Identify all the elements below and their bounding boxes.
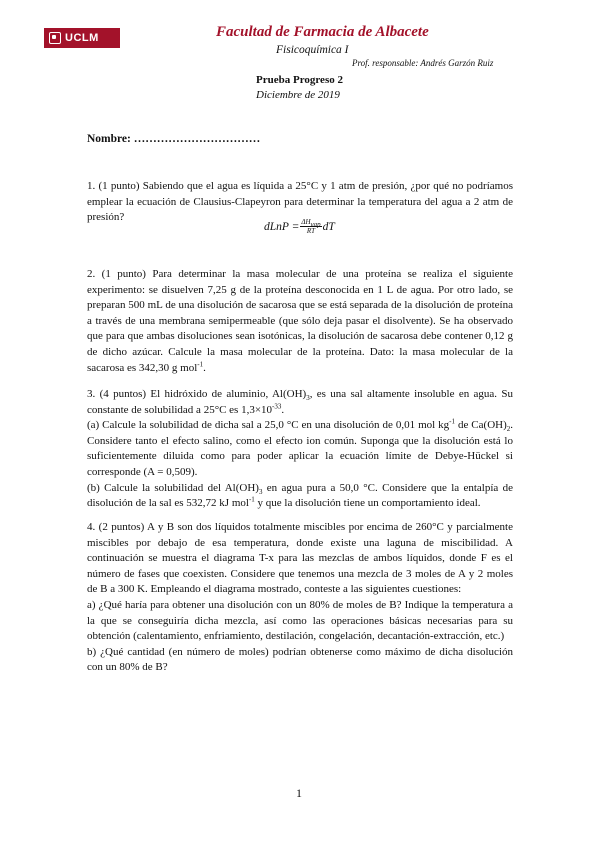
q3-b-sub: 3 <box>258 487 263 496</box>
equation-lhs: dLnP = <box>264 220 300 233</box>
equation-rhs: dT <box>322 220 335 233</box>
q3-b-3: y que la disolución tiene un comportamiento ideal. <box>254 497 481 510</box>
q3-a-1: (a) Calcule la solubilidad de dicha sal a 25,0 °C en una disolución de 0,01 mol kg <box>87 419 450 432</box>
equation-numerator <box>300 218 321 227</box>
question-3 <box>87 387 513 512</box>
question-2-body: 2. (1 punto) Para determinar la masa molecular de una proteína se realiza el siguiente experimento: se disuelven 7,25 g de la proteína desconocida en 1 L de agua. Por otro lado, se preparan 500 mL de una disolución de sacarosa que se está separada de la disolución de proteína a través de una membrana semipermeable (que sólo deja pasar el disolvente). Se ha observado que para que ambas disoluciones sean isotónicas, la disolución de sacarosa debe contener 0,12 g de dicho azúcar. Calcule la masa molecular de la proteína. Dato: la masa molecular de la sacarosa es 342,30 g mol <box>87 268 513 374</box>
uclm-logo <box>44 28 120 48</box>
name-field: Nombre: …………………………… <box>87 133 261 145</box>
q3-a-2: de Ca(OH) <box>455 419 507 432</box>
equation-fraction <box>300 218 321 235</box>
question-4 <box>87 520 513 676</box>
exam-title: Prueba Progreso 2 <box>256 74 343 86</box>
q3-intro-sup: -33 <box>272 401 282 410</box>
equation-num-sub: vap <box>310 220 321 229</box>
question-1-text: 1. (1 punto) Sabiendo que el agua es líquida a 25°C y 1 atm de presión, ¿por qué no podríamos emplear la ecuación de Clausius-Clapeyron para determinar la temperatura del agua a 2 atm de presión? <box>87 180 513 224</box>
exam-date: Diciembre de 2019 <box>256 89 340 101</box>
equation-denominator: RT <box>306 227 316 235</box>
q3-a-sub: 2 <box>506 425 511 434</box>
q3-b-1: (b) Calcule la solubilidad del Al(OH) <box>87 481 259 494</box>
question-4-part-b: b) ¿Qué cantidad (en número de moles) podrían obtenerse como máximo de dicha disolución con un 80% de B? <box>87 645 513 674</box>
q3-intro-sub: 3 <box>306 394 310 403</box>
q3-intro-c: . <box>281 403 285 416</box>
subject-name: Fisicoquímica I <box>276 44 349 56</box>
equation-num-text: ΔH <box>301 218 311 226</box>
question-2-sup: -1 <box>197 359 204 368</box>
question-3-intro <box>87 387 513 418</box>
q3-intro-b: , es una sal altamente insoluble en agua. Su constante de solubilidad a 25°C es 1,3×10 <box>87 388 514 416</box>
clausius-clapeyron-equation <box>264 218 335 235</box>
question-4-part-a: a) ¿Qué haría para obtener una disolución con un 80% de moles de B? Indique la temperatura a la que se conseguiría dicha mezcla, así como las operaciones básicas necesarias para su obtención (calentamiento, enfriamiento, destilación, congelación, decantación-extracción, etc.) <box>87 598 513 643</box>
q3-a-3: . Considere tanto el efecto salino, como el efecto ion común. Suponga que la disolución está lo suficientemente diluida como para poder aplicar la ecuación límite de Debye-Hückel si corresponde (A = 0,509). <box>87 419 513 478</box>
professor-line: Prof. responsable: Andrés Garzón Ruiz <box>352 58 494 68</box>
page-number: 1 <box>296 786 302 800</box>
question-4-intro: 4. (2 puntos) A y B son dos líquidos totalmente miscibles por encima de 260°C y parcialmente miscibles por debajo de esa temperatura, donde existe una laguna de miscibilidad. A continuación se muestra el diagrama T-x para las mezclas de ambos líquidos, donde F es el número de fases que coexisten. Considere que tenemos una mezcla de 3 moles de A y 2 moles de B a 300 K. Empleando el diagrama mostrado, conteste a las siguientes cuestiones: <box>87 521 513 596</box>
q3-intro-a: 3. (4 puntos) El hidróxido de aluminio, Al(OH) <box>87 388 307 400</box>
question-3-part-a <box>87 418 513 480</box>
faculty-title: Facultad de Farmacia de Albacete <box>216 24 429 40</box>
q3-b-sup: -1 <box>248 495 255 504</box>
question-2-text <box>87 267 513 376</box>
university-seal-icon <box>49 32 61 44</box>
question-2-end: . <box>203 361 206 374</box>
q3-b-2: en agua pura a 50,0 °C. Considere que la entalpía de disolución de la sal es 532,72 kJ mol <box>87 481 514 510</box>
question-3-part-b <box>87 481 513 512</box>
q3-a-sup: -1 <box>449 417 455 426</box>
question-2 <box>87 267 513 376</box>
logo-text: UCLM <box>65 32 99 44</box>
